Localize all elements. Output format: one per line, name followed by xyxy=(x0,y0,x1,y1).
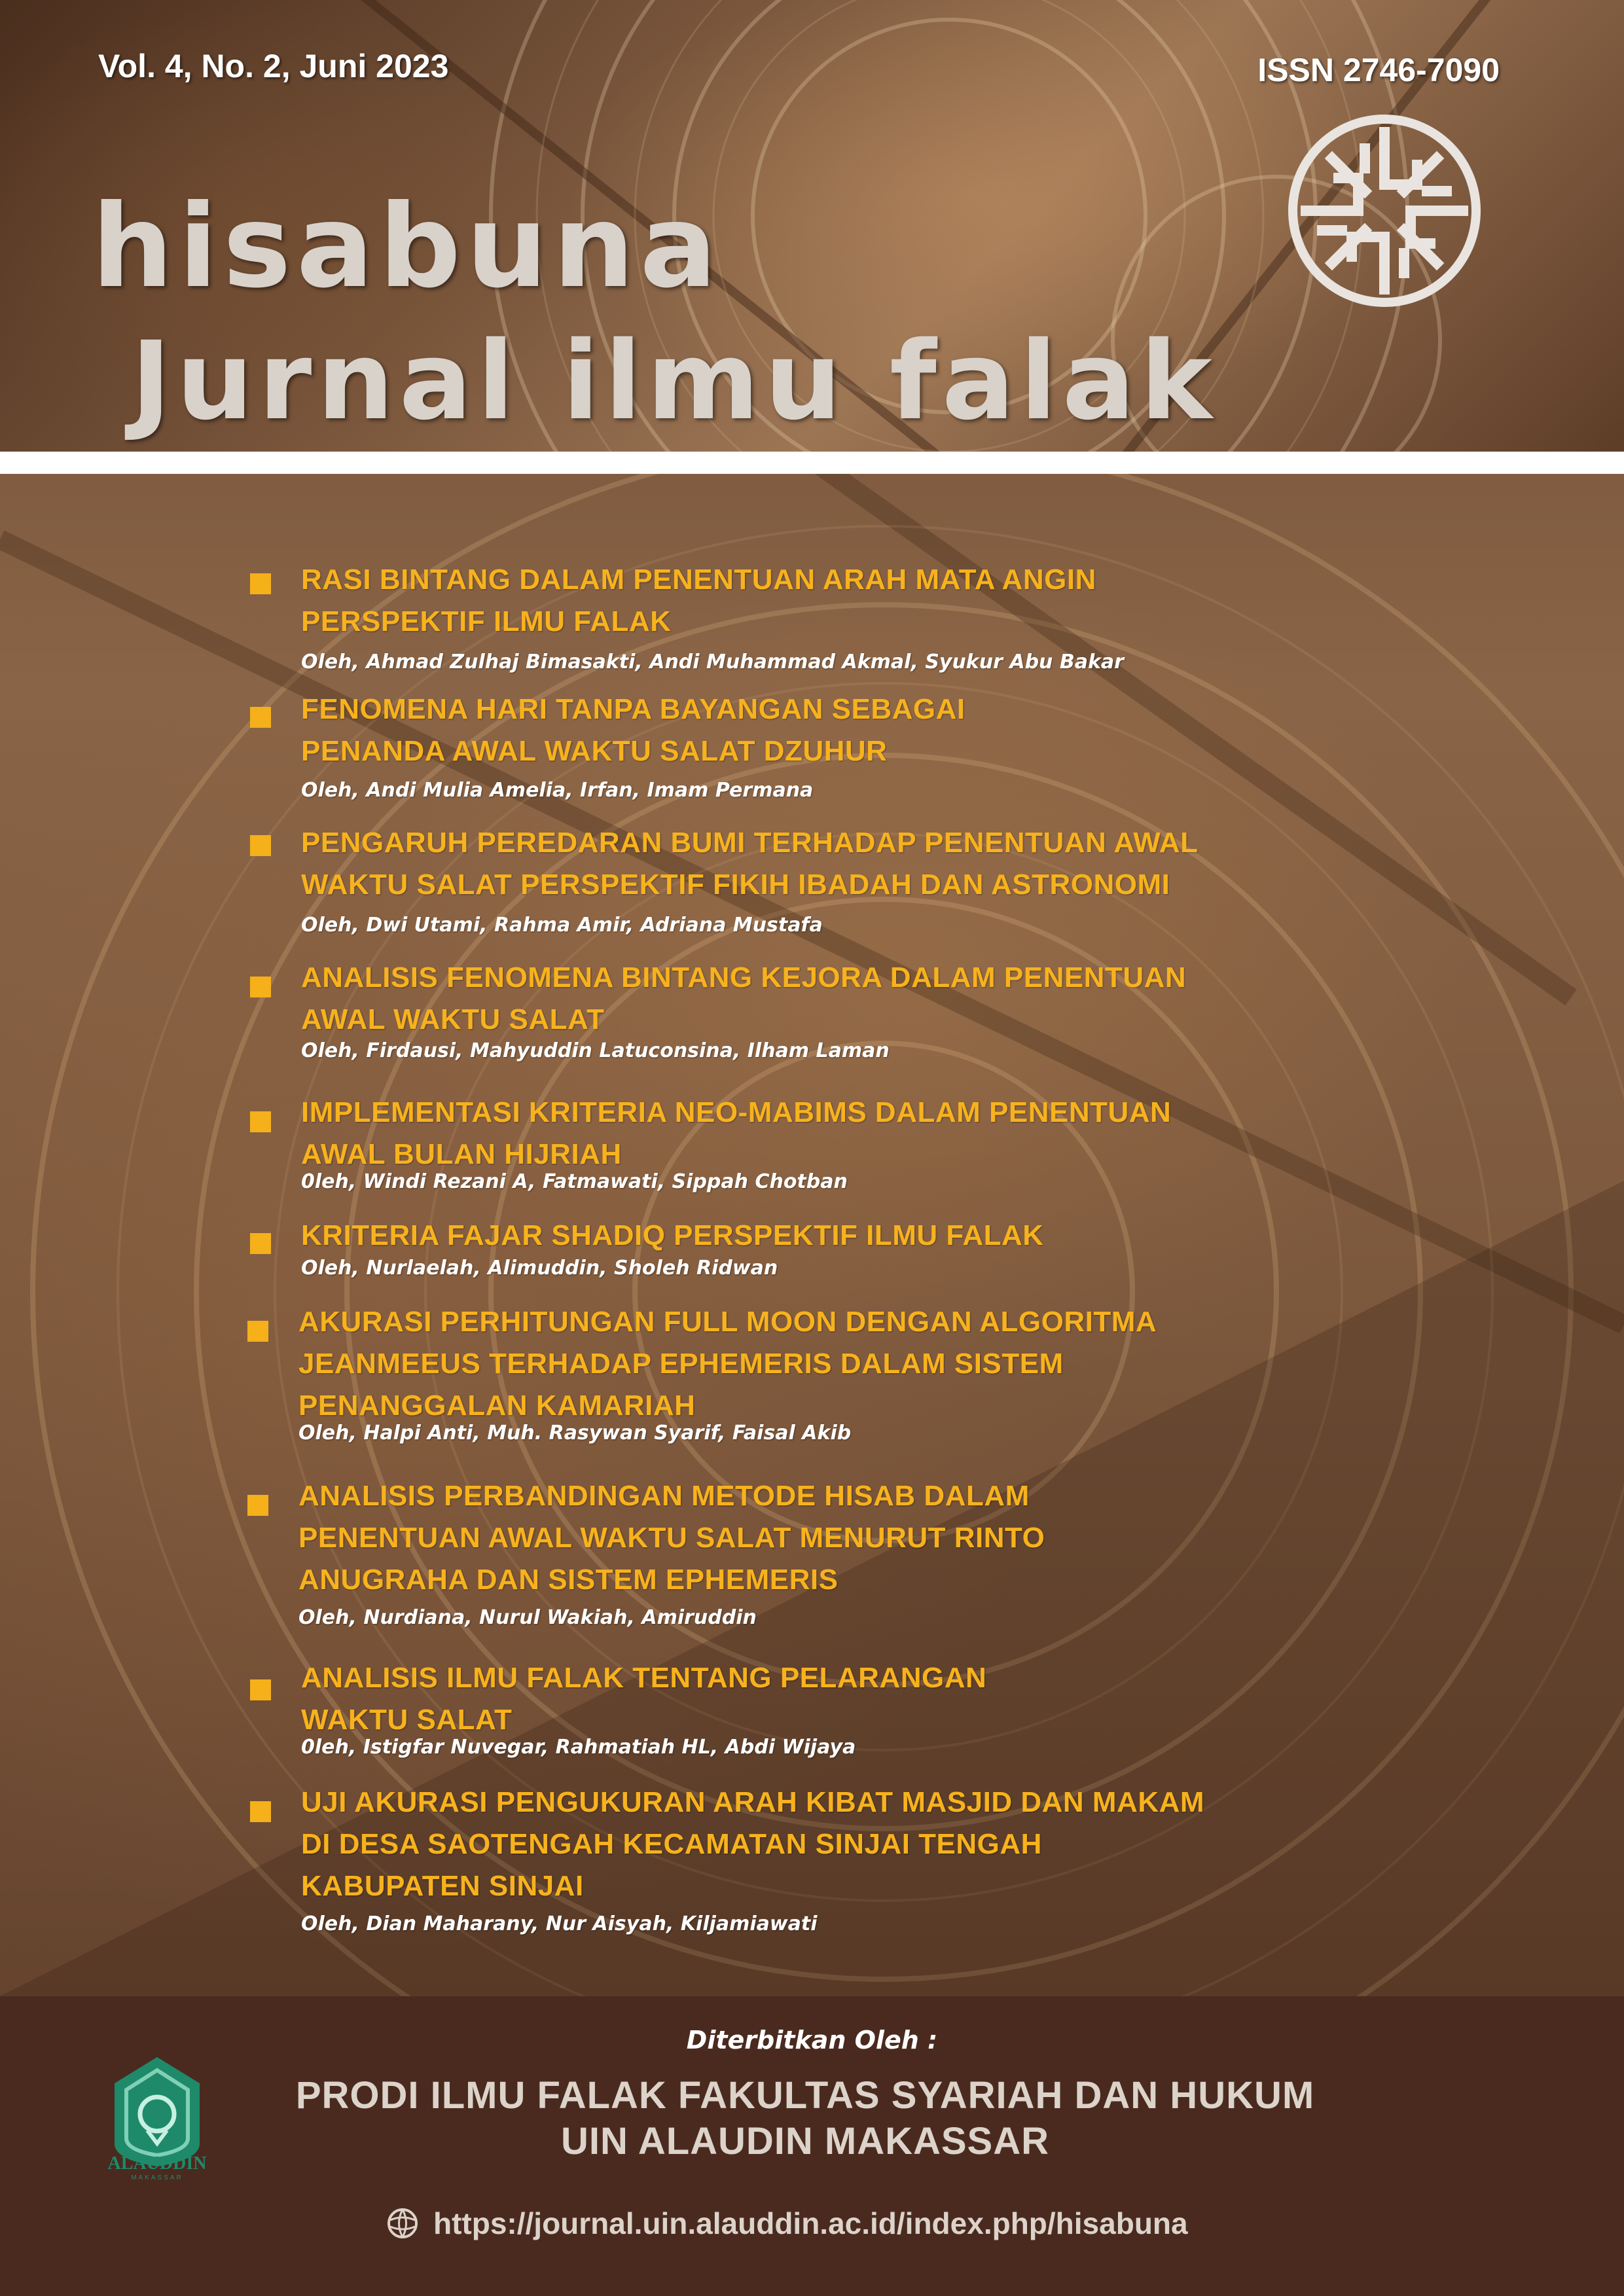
bullet-square-icon xyxy=(250,573,271,594)
globe-icon xyxy=(386,2207,419,2240)
issn-label: ISSN 2746-7090 xyxy=(1257,52,1500,88)
article-title: ANALISIS PERBANDINGAN METODE HISAB DALAM PENENTUAN AWAL WAKTU SALAT MENURUT RINTO ANUGRAHA DAN SISTEM EPHEMERIS xyxy=(298,1480,1045,1596)
volume-issue-label: Vol. 4, No. 2, Juni 2023 xyxy=(98,48,449,84)
article-title: UJI AKURASI PENGUKURAN ARAH KIBAT MASJID DAN MAKAM DI DESA SAOTENGAH KECAMATAN SINJAI TENGAH KABUPATEN SINJAI xyxy=(301,1786,1205,1902)
bullet-square-icon xyxy=(250,1111,271,1132)
article-title: ANALISIS FENOMENA BINTANG KEJORA DALAM PENENTUAN AWAL WAKTU SALAT xyxy=(301,961,1187,1035)
logo-jurnal-ilmu-falak: Jurnal ilmu falak xyxy=(131,318,1218,444)
article-authors: Oleh, Firdausi, Mahyuddin Latuconsina, Ilham Laman xyxy=(301,1039,890,1062)
header-divider xyxy=(0,452,1624,474)
kufic-emblem-icon xyxy=(1286,113,1483,309)
bullet-square-icon xyxy=(250,1679,271,1700)
article-authors: Oleh, Nurlaelah, Alimuddin, Sholeh Ridwan xyxy=(301,1257,778,1280)
article-title: IMPLEMENTASI KRITERIA NEO-MABIMS DALAM PENENTUAN AWAL BULAN HIJRIAH xyxy=(301,1096,1172,1170)
journal-url-row[interactable] xyxy=(386,2200,1188,2246)
article-title: KRITERIA FAJAR SHADIQ PERSPEKTIF ILMU FALAK xyxy=(301,1219,1044,1251)
publisher-name-line2: UIN ALAUDIN MAKASSAR xyxy=(560,2120,1050,2162)
logo-hisabuna: hisabuna xyxy=(92,181,723,314)
article-title: ANALISIS ILMU FALAK TENTANG PELARANGAN WAKTU SALAT xyxy=(301,1662,987,1736)
logo-text: ALAUDDIN xyxy=(107,2153,207,2174)
published-by-label: Diterbitkan Oleh : xyxy=(686,2026,938,2054)
journal-url-link[interactable]: https://journal.uin.alauddin.ac.id/index.php/hisabuna xyxy=(433,2206,1188,2240)
article-authors: Oleh, Andi Mulia Amelia, Irfan, Imam Permana xyxy=(301,779,814,802)
article-authors: 0leh, Windi Rezani A, Fatmawati, Sippah Chotban xyxy=(301,1170,848,1193)
article-title: FENOMENA HARI TANPA BAYANGAN SEBAGAI PENANDA AWAL WAKTU SALAT DZUHUR xyxy=(301,693,965,767)
bullet-square-icon xyxy=(250,977,271,997)
bullet-square-icon xyxy=(247,1495,268,1516)
article-authors: Oleh, Dian Maharany, Nur Aisyah, Kiljamiawati xyxy=(301,1912,818,1935)
article-authors: Oleh, Ahmad Zulhaj Bimasakti, Andi Muhammad Akmal, Syukur Abu Bakar xyxy=(301,651,1124,673)
article-title: RASI BINTANG DALAM PENENTUAN ARAH MATA ANGIN PERSPEKTIF ILMU FALAK xyxy=(301,564,1096,637)
publisher-name-line1: PRODI ILMU FALAK FAKULTAS SYARIAH DAN HUKUM xyxy=(295,2074,1315,2117)
bullet-square-icon xyxy=(250,1233,271,1254)
bullet-square-icon xyxy=(250,1801,271,1822)
logo-subtext: MAKASSAR xyxy=(131,2174,183,2181)
bullet-square-icon xyxy=(250,707,271,728)
journal-logo-wordmark xyxy=(92,181,1218,452)
article-title: AKURASI PERHITUNGAN FULL MOON DENGAN ALGORITMA JEANMEEUS TERHADAP EPHEMERIS DALAM SISTEM PENANGGALAN KAMARIAH xyxy=(298,1306,1157,1422)
article-title: PENGARUH PEREDARAN BUMI TERHADAP PENENTUAN AWAL WAKTU SALAT PERSPEKTIF FIKIH IBADAH DAN ASTRONOMI xyxy=(301,827,1199,901)
article-authors: Oleh, Halpi Anti, Muh. Rasywan Syarif, Faisal Akib xyxy=(298,1422,852,1444)
article-authors: Oleh, Nurdiana, Nurul Wakiah, Amiruddin xyxy=(298,1606,757,1629)
article-authors: Oleh, Dwi Utami, Rahma Amir, Adriana Mustafa xyxy=(301,914,823,937)
article-authors: 0leh, Istigfar Nuvegar, Rahmatiah HL, Abdi Wijaya xyxy=(301,1736,856,1759)
bullet-square-icon xyxy=(247,1321,268,1342)
bullet-square-icon xyxy=(250,835,271,856)
cover-header xyxy=(0,0,1624,452)
